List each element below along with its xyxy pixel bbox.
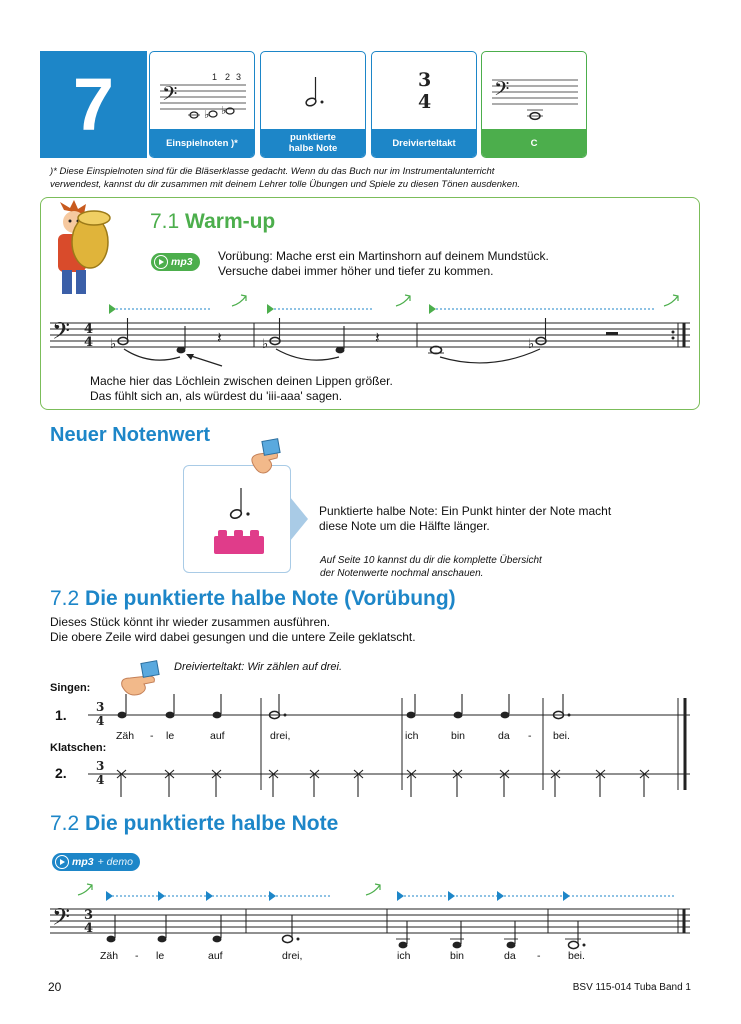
book-identifier: BSV 115-014 Tuba Band 1 xyxy=(572,982,691,993)
svg-text:𝄢: 𝄢 xyxy=(52,317,71,350)
page-number: 20 xyxy=(48,980,62,994)
exercise-72a-text: Dieses Stück könnt ihr wieder zusammen ausführen. Die obere Zeile wird dabei gesungen und die untere Zeile geklatscht. xyxy=(50,615,416,644)
tile-label-line1: punktierte xyxy=(290,132,336,143)
lyric: ich xyxy=(405,730,419,742)
svg-text:♭: ♭ xyxy=(221,104,227,117)
lyric: - xyxy=(135,950,139,962)
overview-reference: Auf Seite 10 kannst du dir die komplette Übersicht der Notenwerte nochmal anschauen. xyxy=(320,555,542,579)
row-number-2: 2. xyxy=(55,765,67,781)
lyric: Zäh xyxy=(116,730,135,742)
fingering-3: 3 xyxy=(236,72,242,82)
lyric: ich xyxy=(397,950,411,962)
singen-label: Singen: xyxy=(50,682,91,694)
lyric: drei, xyxy=(282,950,303,962)
tile-label-dreivierteltakt: Dreivierteltakt xyxy=(372,129,476,157)
fingering-1: 1 xyxy=(212,72,218,82)
svg-text:𝄢: 𝄢 xyxy=(494,77,510,105)
time-top: 3 xyxy=(418,69,432,91)
lyric: Zäh xyxy=(100,950,119,962)
warmup-text: Vorübung: Mache erst ein Martinshorn auf deinem Mundstück. Versuche dabei immer höher und tiefer zu kommen. xyxy=(218,249,549,278)
mp3-button-warmup[interactable]: mp3 xyxy=(151,253,200,271)
exercise-72a-hint: Dreivierteltakt: Wir zählen auf drei. xyxy=(174,661,343,673)
svg-text:3: 3 xyxy=(96,700,105,714)
exercise-72a-title: 7.2 Die punktierte halbe Note (Vorübung) xyxy=(50,587,456,610)
new-value-heading: Neuer Notenwert xyxy=(50,424,211,446)
lyric: auf xyxy=(208,950,223,962)
lyric: da xyxy=(498,730,510,742)
svg-text:4: 4 xyxy=(96,773,105,787)
svg-text:𝄽: 𝄽 xyxy=(375,328,380,347)
svg-text:𝄢: 𝄢 xyxy=(52,903,71,936)
lyric: bin xyxy=(450,950,465,962)
row-number-1: 1. xyxy=(55,707,67,723)
mp3-demo-button[interactable]: mp3 + demo xyxy=(52,853,140,871)
svg-text:♭: ♭ xyxy=(204,108,210,121)
svg-text:4: 4 xyxy=(84,322,94,337)
lyric: bei. xyxy=(553,730,570,742)
lyric: le xyxy=(166,730,175,742)
new-value-text: Punktierte halbe Note: Ein Punkt hinter der Note macht diese Note um die Hälfte länger. xyxy=(319,504,612,533)
footnote: )* Diese Einspielnoten sind für die Bläserklasse gedacht. Wenn du das Buch nur im Instrumentalunterricht verwendest, kannst du dir zusammen mit deinem Lehrer tolle Übungen und Spiele zu diesen Tönen ausdenken. xyxy=(50,166,521,190)
warmup-title: 7.1 Warm-up xyxy=(150,210,276,233)
lyric: bei. xyxy=(568,950,585,962)
lyric: bin xyxy=(451,730,466,742)
svg-text:♭: ♭ xyxy=(262,337,269,352)
svg-text:4: 4 xyxy=(96,714,105,728)
chapter-number: 7 xyxy=(40,51,147,158)
svg-text:𝄽: 𝄽 xyxy=(217,328,222,347)
tile-label-line2: halbe Note xyxy=(288,143,338,154)
svg-text:3: 3 xyxy=(84,908,94,923)
lyric: da xyxy=(504,950,516,962)
svg-text:𝄢: 𝄢 xyxy=(162,82,178,110)
lyric: auf xyxy=(210,730,225,742)
svg-text:♭: ♭ xyxy=(528,337,535,352)
lyric: drei, xyxy=(270,730,291,742)
svg-text:4: 4 xyxy=(84,921,94,936)
lyric: le xyxy=(156,950,165,962)
fingering-2: 2 xyxy=(225,72,231,82)
exercise-72b-title: 7.2 Die punktierte halbe Note xyxy=(50,812,339,835)
time-bottom: 4 xyxy=(418,91,432,113)
lyric: - xyxy=(528,730,532,742)
klatschen-label: Klatschen: xyxy=(50,742,107,754)
lyric: - xyxy=(537,950,541,962)
tile-label-c: C xyxy=(482,129,586,157)
lyric: - xyxy=(150,730,154,742)
svg-text:♭: ♭ xyxy=(110,337,117,352)
tile-label-einspielnoten: Einspielnoten )* xyxy=(150,129,254,157)
svg-text:4: 4 xyxy=(84,335,94,350)
svg-text:3: 3 xyxy=(96,759,105,773)
warmup-hint: Mache hier das Löchlein zwischen deinen Lippen größer. Das fühlt sich an, als würdest du 'iii-aaa' sagen. xyxy=(90,374,393,403)
